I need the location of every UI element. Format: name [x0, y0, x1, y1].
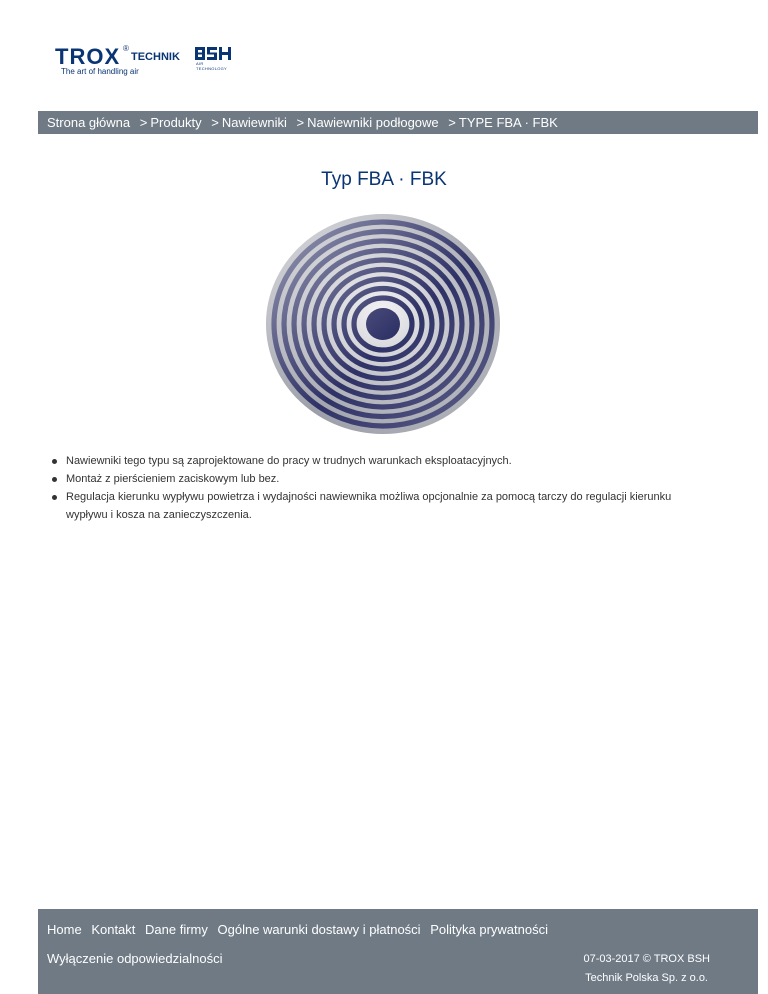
footer-link-company-data[interactable]: Dane firmy: [145, 922, 208, 937]
footer-copyright: 07-03-2017 © TROX BSH: [583, 953, 710, 965]
footer-link-contact[interactable]: Kontakt: [91, 922, 136, 937]
bullet-icon: [52, 459, 57, 464]
feature-text: Nawiewniki tego typu są zaprojektowane do pracy w trudnych warunkach eksploatacyjnych.: [66, 455, 512, 467]
footer-link-home[interactable]: Home: [47, 922, 82, 937]
logo-suffix: TECHNIK: [131, 51, 180, 63]
logo-partner-subtitle: AIR TECHNOLOGY: [196, 61, 228, 71]
bsh-logo-icon: [195, 47, 231, 60]
list-item: [52, 470, 712, 488]
breadcrumb-separator: >: [448, 115, 456, 130]
breadcrumb-separator: >: [139, 115, 148, 130]
footer-company: Technik Polska Sp. z o.o.: [585, 972, 708, 984]
page-title: Typ FBA · FBK: [321, 169, 447, 190]
logo-tagline: The art of handling air: [61, 67, 139, 76]
list-item: [52, 488, 712, 524]
breadcrumb-products[interactable]: Produkty: [150, 115, 202, 130]
feature-text: Montaż z pierścieniem zaciskowym lub bez.: [66, 473, 280, 485]
breadcrumb-separator: >: [211, 115, 219, 130]
footer-link-privacy[interactable]: Polityka prywatności: [430, 922, 548, 937]
bullet-icon: [52, 477, 57, 482]
bullet-icon: [52, 495, 57, 500]
trox-logo[interactable]: [55, 44, 235, 78]
logo-wordmark: TROX: [55, 44, 121, 69]
product-image: [265, 213, 501, 435]
breadcrumb-diffusers[interactable]: Nawiewniki: [221, 115, 287, 130]
breadcrumb-separator: >: [296, 115, 305, 130]
footer-link-terms[interactable]: Ogólne warunki dostawy i płatności: [217, 922, 421, 937]
footer-links: [47, 922, 554, 937]
breadcrumb: [38, 111, 758, 134]
footer-link-disclaimer[interactable]: Wyłączenie odpowiedzialności: [47, 951, 223, 966]
breadcrumb-current: TYPE FBA · FBK: [458, 115, 558, 130]
footer: [38, 909, 758, 994]
feature-text: Regulacja kierunku wypływu powietrza i wydajności nawiewnika możliwa opcjonalnie za pomocą tarczy do regulacji kierunku wypływu i kosza na zanieczyszczenia.: [66, 491, 672, 521]
logo-registered-mark: ®: [123, 44, 129, 53]
feature-list: [52, 452, 712, 524]
breadcrumb-floor-diffusers[interactable]: Nawiewniki podłogowe: [307, 115, 439, 130]
breadcrumb-home[interactable]: Strona główna: [47, 115, 131, 130]
list-item: [52, 452, 712, 470]
